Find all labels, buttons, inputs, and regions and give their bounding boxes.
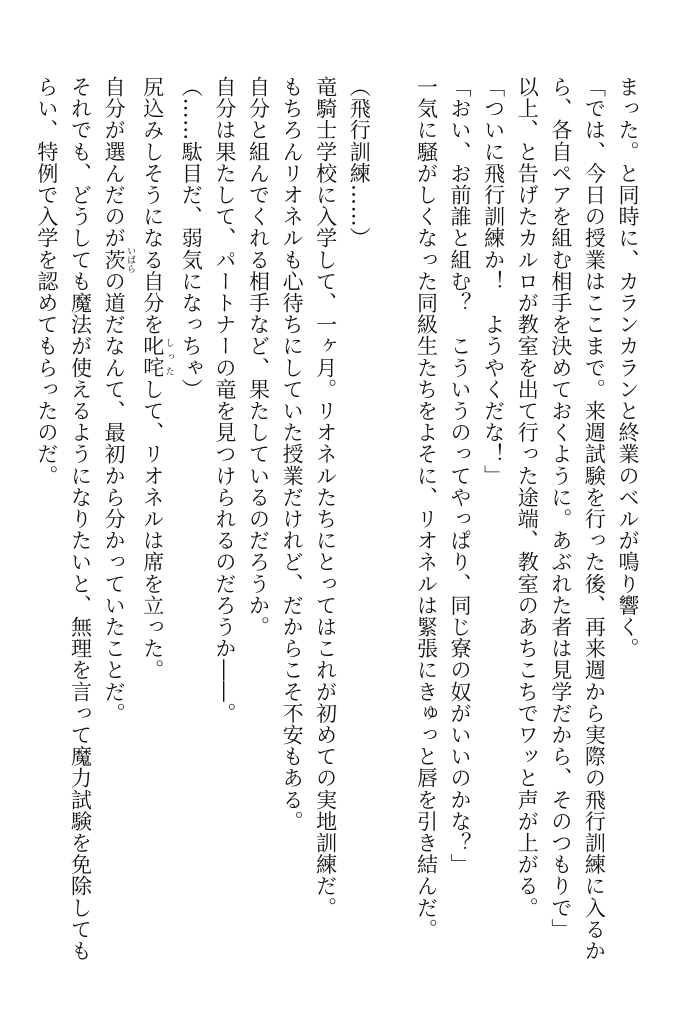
text-line: 自分と組んでくれる相手など、果たしているのだろうか。: [246, 76, 271, 638]
text-line: 以上、と告げたカルロが教室を出て行った途端、教室のあちこちでワッと声が上がる。: [515, 76, 540, 919]
text-line: それでも、どうしても魔法が使えるようになりたいと、無理を言って魔力試験を免除しても: [68, 76, 93, 962]
ruby-base: 茨: [102, 246, 127, 274]
text-line: まった。と同時に、カランカランと終業のベルが鳴り響く。: [616, 76, 640, 660]
text-line: 一気に騒がしくなった同級生たちをよそに、リオネルは緊張にきゅっと唇を引き結んだ。: [414, 76, 439, 940]
ruby-base: 叱咤: [140, 335, 165, 379]
text-line: （……駄目だ、弱気になっちゃ）: [179, 76, 204, 400]
ruby-reading: しった: [163, 335, 174, 379]
text-line-with-ruby: [135, 76, 174, 956]
ruby-word: [140, 335, 174, 379]
text-line: 「では、今日の授業はここまで。来週試験を行った後、再来週から実際の飛行訓練に入るか: [582, 76, 607, 962]
text-line: ら、各自ペアを組む相手を決めておくように。あぶれた者は見学だから、そのつもりで」: [548, 76, 573, 940]
text-line: 自分は果たして、パートナーの竜を見つけられるのだろうか――。: [212, 76, 237, 724]
text-line: らい、特例で入学を認めてもらったのだ。: [34, 76, 59, 487]
vertical-text-body: [29, 76, 644, 962]
text-segment: 自分が選んだのが: [102, 76, 127, 249]
ruby-word: [102, 246, 136, 274]
text-line: （飛行訓練……）: [347, 76, 372, 249]
blank-line: [375, 76, 409, 956]
text-line: 「おい、お前誰と組む？ こういうのってやっぱり、同じ寮の奴がいいのかな？」: [448, 76, 473, 876]
text-segment: の道だなんて、最初から分かっていたことだ。: [102, 270, 127, 725]
text-line-with-ruby: [97, 76, 136, 956]
text-segment: 尻込みしそうになる自分を: [140, 76, 165, 336]
text-line: 「ついに飛行訓練か！ ようやくだな！」: [481, 76, 506, 487]
text-segment: して、リオネルは席を立った。: [140, 378, 165, 681]
text-line: もちろんリオネルも心待ちにしていた授業だけれど、だからこそ不安もある。: [280, 76, 305, 832]
ruby-reading: いばら: [125, 246, 136, 274]
text-line: 竜騎士学校に入学して、一ヶ月。リオネルたちにとってはこれが初めての実地訓練だ。: [313, 76, 338, 919]
